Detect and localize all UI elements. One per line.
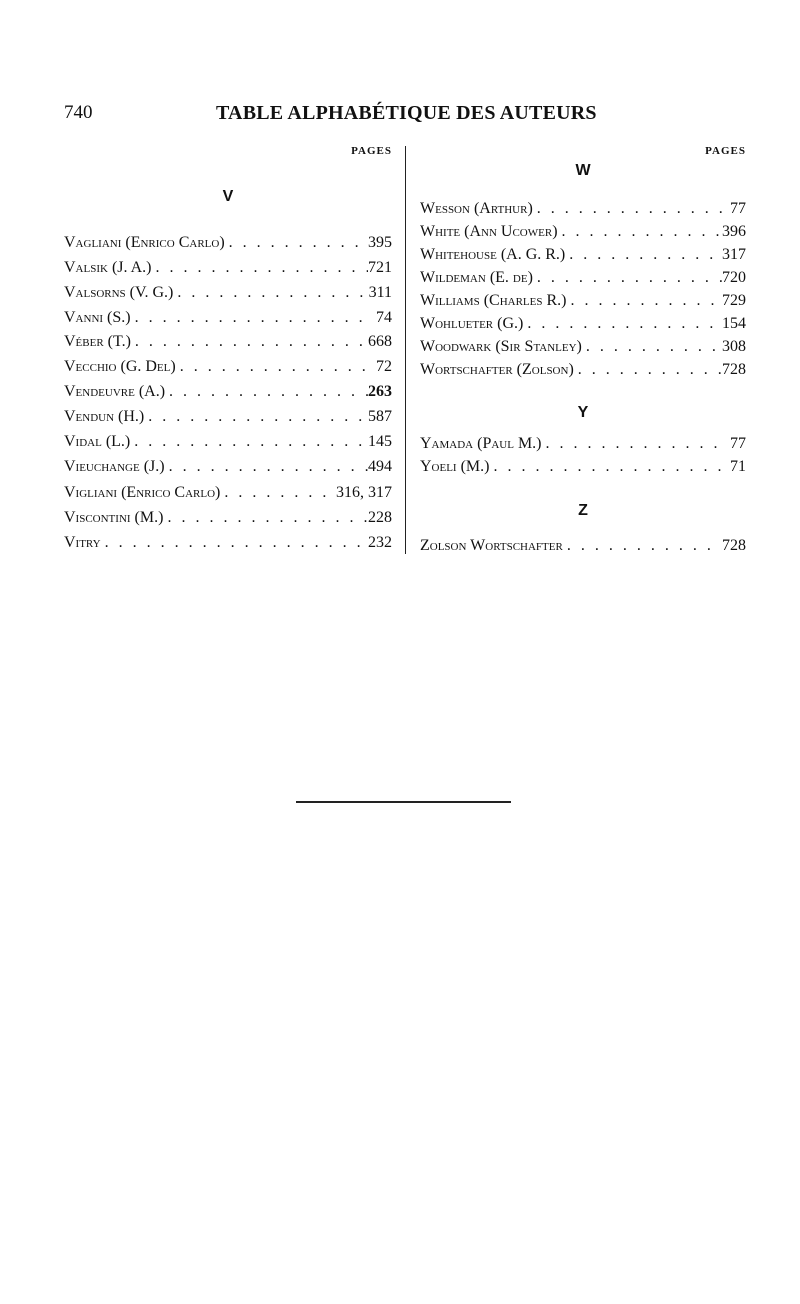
dot-leader — [165, 455, 368, 478]
author-name: Vendun (H.) — [64, 408, 145, 425]
page-ref: 396 — [722, 223, 746, 240]
author-name: Vanni (S.) — [64, 309, 131, 326]
author-name: Vigliani (Enrico Carlo) — [64, 484, 221, 501]
section-letter-z: Z — [578, 502, 588, 519]
author-name: Vitry — [64, 534, 101, 551]
author-name: Wildeman (E. de) — [420, 269, 533, 286]
page-ref: 728 — [722, 361, 746, 378]
index-entry — [420, 220, 746, 243]
index-entry — [64, 231, 392, 254]
page-ref: 72 — [376, 358, 392, 375]
dot-leader — [533, 266, 722, 289]
author-name: Wesson (Arthur) — [420, 200, 533, 217]
page-ref: 729 — [722, 292, 746, 309]
author-name: Vagliani (Enrico Carlo) — [64, 234, 225, 251]
dot-leader — [574, 358, 722, 381]
author-name: Wohlueter (G.) — [420, 315, 524, 332]
page-ref: 587 — [368, 408, 392, 425]
index-entry — [64, 531, 392, 554]
page-ref: 308 — [722, 338, 746, 355]
author-name: Williams (Charles R.) — [420, 292, 567, 309]
page-ref: 494 — [368, 458, 392, 475]
page-ref: 263 — [368, 383, 392, 400]
pages-label: PAGES — [705, 145, 746, 157]
page-ref: 228 — [368, 509, 392, 526]
page-ref: 668 — [368, 333, 392, 350]
dot-leader — [558, 220, 722, 243]
page-ref: 317 — [722, 246, 746, 263]
index-entry — [64, 380, 392, 403]
dot-leader — [130, 430, 368, 453]
author-name: Vendeuvre (A.) — [64, 383, 166, 400]
index-entry — [420, 335, 746, 358]
section-letter-w: W — [575, 162, 591, 179]
dot-leader — [131, 330, 368, 353]
page-number: 740 — [64, 102, 93, 123]
page-header — [0, 102, 800, 132]
author-name: Viscontini (M.) — [64, 509, 164, 526]
section-letter-v: V — [222, 188, 234, 205]
index-entry — [420, 432, 746, 455]
dot-leader — [165, 380, 368, 403]
dot-leader — [542, 432, 723, 455]
dot-leader — [533, 197, 722, 220]
author-name: Yoeli (M.) — [420, 458, 490, 475]
index-entry — [64, 455, 392, 478]
author-name: Woodwark (Sir Stanley) — [420, 338, 582, 355]
dot-leader — [523, 312, 722, 335]
page-ref: 77 — [730, 200, 746, 217]
dot-leader — [582, 335, 722, 358]
author-name: Wortschafter (Zolson) — [420, 361, 574, 378]
author-name: Véber (T.) — [64, 333, 131, 350]
author-name: Vidal (L.) — [64, 433, 131, 450]
page-ref: 720 — [722, 269, 746, 286]
index-entry — [64, 355, 392, 378]
page-ref: 145 — [368, 433, 392, 450]
author-name: Vecchio (G. Del) — [64, 358, 176, 375]
page-ref: 71 — [730, 458, 746, 475]
dot-leader — [173, 281, 368, 304]
dot-leader — [225, 231, 368, 254]
column-divider — [405, 146, 406, 554]
closing-rule — [296, 801, 511, 803]
page-ref: 311 — [368, 284, 392, 301]
index-entry — [64, 330, 392, 353]
index-entry — [64, 405, 392, 428]
dot-leader — [152, 256, 369, 279]
index-entry — [420, 266, 746, 289]
page-ref: 721 — [368, 259, 392, 276]
author-name: Valsorns (V. G.) — [64, 284, 174, 301]
author-name: Yamada (Paul M.) — [420, 435, 542, 452]
index-entry — [420, 358, 746, 381]
dot-leader — [567, 289, 723, 312]
author-name: Valsik (J. A.) — [64, 259, 152, 276]
page-ref: 74 — [376, 309, 392, 326]
page-ref: 316, 317 — [336, 484, 392, 501]
index-entry — [420, 534, 746, 557]
page-title: TABLE ALPHABÉTIQUE DES AUTEURS — [216, 102, 597, 124]
index-entry — [420, 289, 746, 312]
author-name: Vieuchange (J.) — [64, 458, 165, 475]
index-entry — [64, 430, 392, 453]
index-entry — [64, 481, 392, 504]
author-name: Zolson Wortschafter — [420, 537, 563, 554]
index-entry — [64, 281, 392, 304]
index-entry — [420, 197, 746, 220]
pages-label: PAGES — [351, 145, 392, 157]
dot-leader — [131, 306, 368, 329]
index-entry — [64, 306, 392, 329]
index-entry — [420, 243, 746, 266]
dot-leader — [489, 455, 722, 478]
dot-leader — [101, 531, 368, 554]
page-ref: 728 — [722, 537, 746, 554]
page-ref: 77 — [730, 435, 746, 452]
dot-leader — [565, 243, 722, 266]
dot-leader — [220, 481, 336, 504]
section-letter-y: Y — [577, 404, 589, 421]
page-ref: 232 — [368, 534, 392, 551]
page-ref: 154 — [722, 315, 746, 332]
page-ref: 395 — [368, 234, 392, 251]
author-name: White (Ann Ucower) — [420, 223, 558, 240]
dot-leader — [144, 405, 368, 428]
index-entry — [64, 256, 392, 279]
dot-leader — [563, 534, 722, 557]
dot-leader — [176, 355, 368, 378]
author-name: Whitehouse (A. G. R.) — [420, 246, 566, 263]
index-entry — [420, 455, 746, 478]
dot-leader — [163, 506, 368, 529]
index-entry — [64, 506, 392, 529]
index-entry — [420, 312, 746, 335]
